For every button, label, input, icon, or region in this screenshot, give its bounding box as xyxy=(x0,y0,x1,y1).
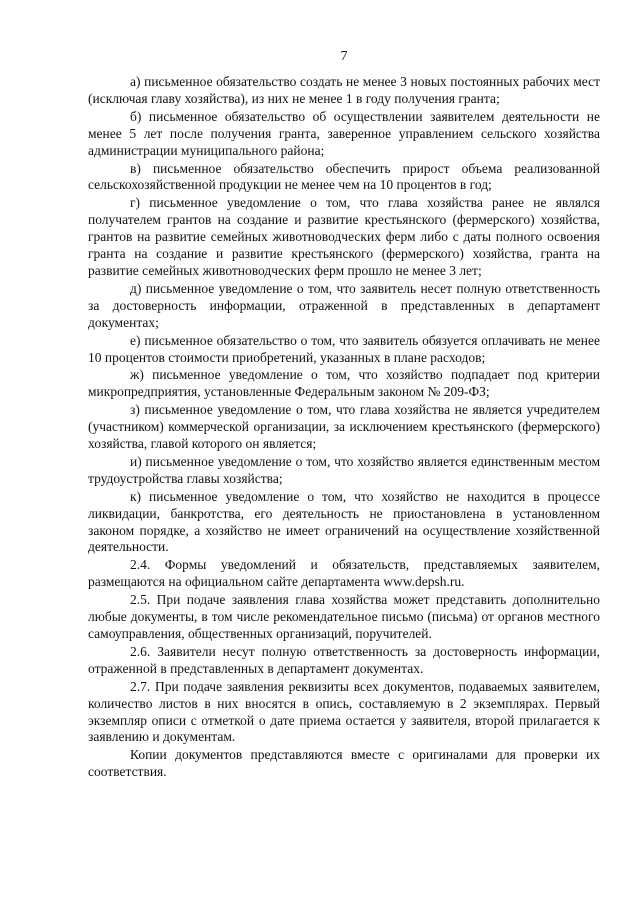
clause-2-4: 2.4. Формы уведомлений и обязательств, представляемых заявителем, размещаются на официальном сайте департамента www.depsh.ru. xyxy=(88,557,600,590)
paragraph-d: д) письменное уведомление о том, что заявитель несет полную ответственность за достоверность информации, отраженной в представленных в департамент документах; xyxy=(88,280,600,330)
paragraph-b: б) письменное обязательство об осуществлении заявителем деятельности не менее 5 лет после получения гранта, заверенное управлением сельского хозяйства администрации муниципального района; xyxy=(88,108,600,158)
document-page xyxy=(88,48,600,781)
paragraph-g: г) письменное уведомление о том, что глава хозяйства ранее не являлся получателем грантов на создание и развитие крестьянского (фермерского) хозяйства, грантов на развитие семейных животноводческих ферм либо с даты полного освоения гранта на создание и развитие крестьянского (фермерского) хозяйства, гранта на развитие семейных животноводческих ферм прошло не менее 3 лет; xyxy=(88,195,600,278)
clause-2-6: 2.6. Заявители несут полную ответственность за достоверность информации, отраженной в представленных в департамент документах. xyxy=(88,643,600,676)
copies-paragraph: Копии документов представляются вместе с оригиналами для проверки их соответствия. xyxy=(88,747,600,780)
paragraph-i: и) письменное уведомление о том, что хозяйство является единственным местом трудоустройства главы хозяйства; xyxy=(88,453,600,486)
paragraph-zh: ж) письменное уведомление о том, что хозяйство подпадает под критерии микропредприятия, установленные Федеральным законом № 209-ФЗ; xyxy=(88,367,600,400)
paragraph-k: к) письменное уведомление о том, что хозяйство не находится в процессе ликвидации, банкротства, его деятельность не приостановлена в установленном законом порядке, а хозяйство не имеет ограничений на осуществление хозяйственной деятельности. xyxy=(88,488,600,555)
clause-2-7: 2.7. При подаче заявления реквизиты всех документов, подаваемых заявителем, количество листов в них вносятся в опись, составляемую в 2 экземплярах. Первый экземпляр описи с отметкой о дате приема остается у заявителя, второй прилагается к заявлению и документам. xyxy=(88,678,600,745)
paragraph-z: з) письменное уведомление о том, что глава хозяйства не является учредителем (участником) коммерческой организации, за исключением крестьянского (фермерского) хозяйства, главой которого он является; xyxy=(88,402,600,452)
page-number: 7 xyxy=(340,49,348,64)
paragraph-a: а) письменное обязательство создать не менее 3 новых постоянных рабочих мест (исключая главу хозяйства), из них не менее 1 в году получения гранта; xyxy=(88,74,600,106)
paragraph-e: е) письменное обязательство о том, что заявитель обязуется оплачивать не менее 10 процентов стоимости приобретений, указанных в плане расходов; xyxy=(88,332,600,365)
clause-2-5: 2.5. При подаче заявления глава хозяйства может представить дополнительно любые документы, в том числе рекомендательное письмо (письма) от органов местного самоуправления, общественных организаций, поручителей. xyxy=(88,592,600,641)
paragraph-v: в) письменное обязательство обеспечить прирост объема реализованной сельскохозяйственной продукции не менее чем на 10 процентов в год; xyxy=(88,160,600,193)
